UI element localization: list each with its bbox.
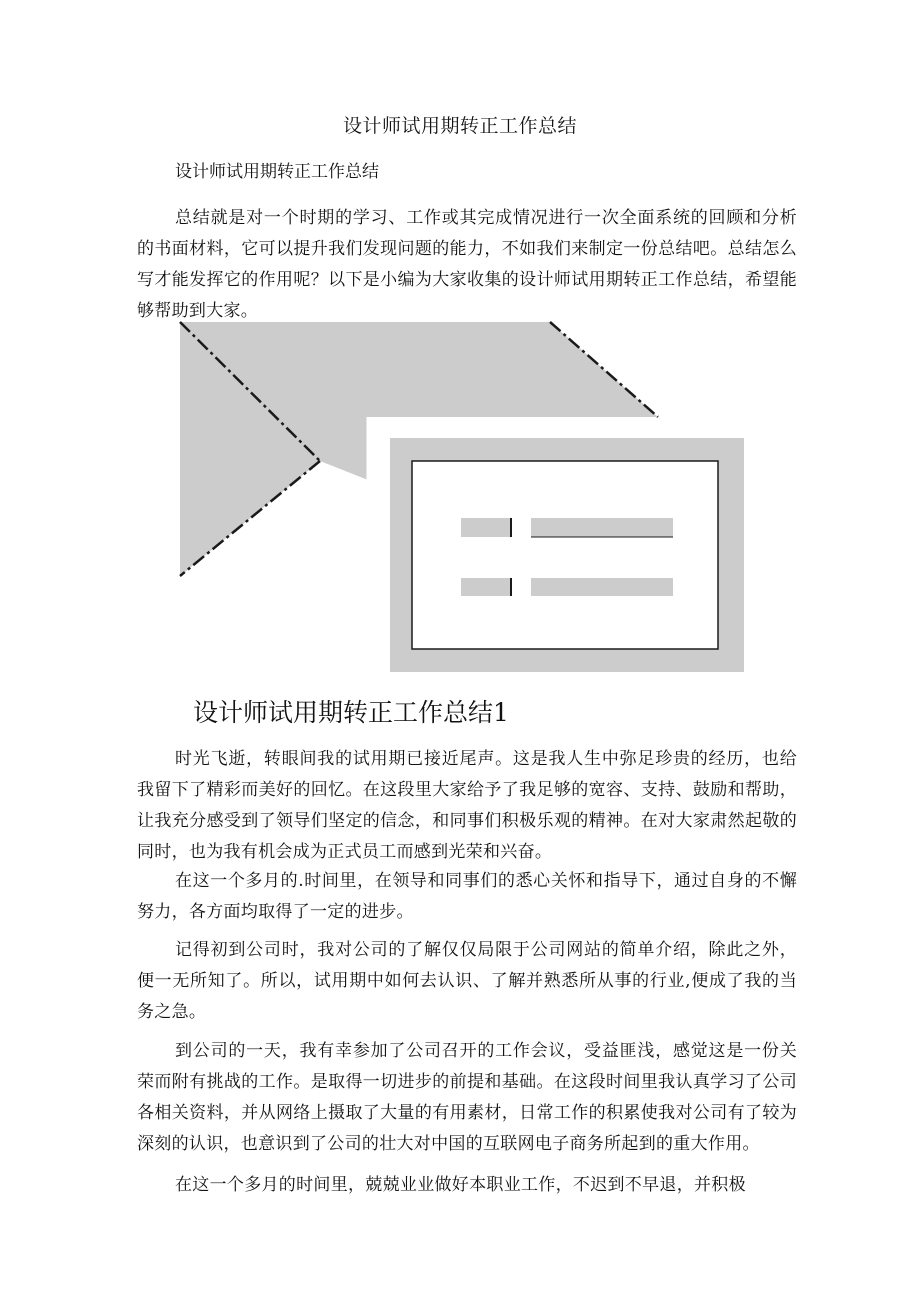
body-paragraph: 到公司的一天，我有幸参加了公司召开的工作会议，受益匪浅，感觉这是一份关荣而附有挑战的工作。是取得一切进步的前提和基础。在这段时间里我认真学习了公司各相关资料，并从网络上摄取了大量的有用素材，日常工作的积累使我对公司有了较为深刻的认识，也意识到了公司的壮大对中国的互联网电子商务所起到的重大作用。 [137,1041,797,1154]
intro-paragraph: 总结就是对一个时期的学习、工作或其完成情况进行一次全面系统的回顾和分析的书面材料，它可以提升我们发现问题的能力，不如我们来制定一份总结吧。总结怎么写才能发挥它的作用呢？以下是小编为大家收集的设计师试用期转正工作总结，希望能够帮助到大家。 [137,208,797,321]
body-paragraph: 时光飞逝，转眼间我的试用期已接近尾声。这是我人生中弥足珍贵的经历，也给我留下了精彩而美好的回忆。在这段里大家给予了我足够的宽容、支持、鼓励和帮助，让我充分感受到了领导们坚定的信念，和同事们积极乐观的精神。在对大家肃然起敬的同时，也为我有机会成为正式员工而感到光荣和兴奋。 [137,749,797,862]
document-title: 设计师试用期转正工作总结 [342,115,577,137]
body-paragraph: 在这一个多月的时间里，兢兢业业做好本职业工作，不迟到不早退，并积极 [175,1175,746,1195]
card-line-2-long [531,578,673,596]
card-inner-panel [412,461,718,649]
body-paragraph: 记得初到公司时，我对公司的了解仅仅局限于公司网站的简单介绍，除此之外，便一无所知了。所以，试用期中如何去认识、了解并熟悉所从事的行业,便成了我的当务之急。 [137,940,797,1022]
card-line-1-short [461,518,511,537]
section-heading: 设计师试用期转正工作总结1 [193,698,509,727]
document-subtitle: 设计师试用期转正工作总结 [175,162,379,182]
card-line-2-short [461,578,511,596]
card-line-1-long [531,518,673,537]
body-paragraph: 在这一个多月的.时间里，在领导和同事们的悉心关怀和指导下，通过自身的不懈努力，各方面均取得了一定的进步。 [137,871,797,922]
banner-and-card-icon [176,318,746,674]
